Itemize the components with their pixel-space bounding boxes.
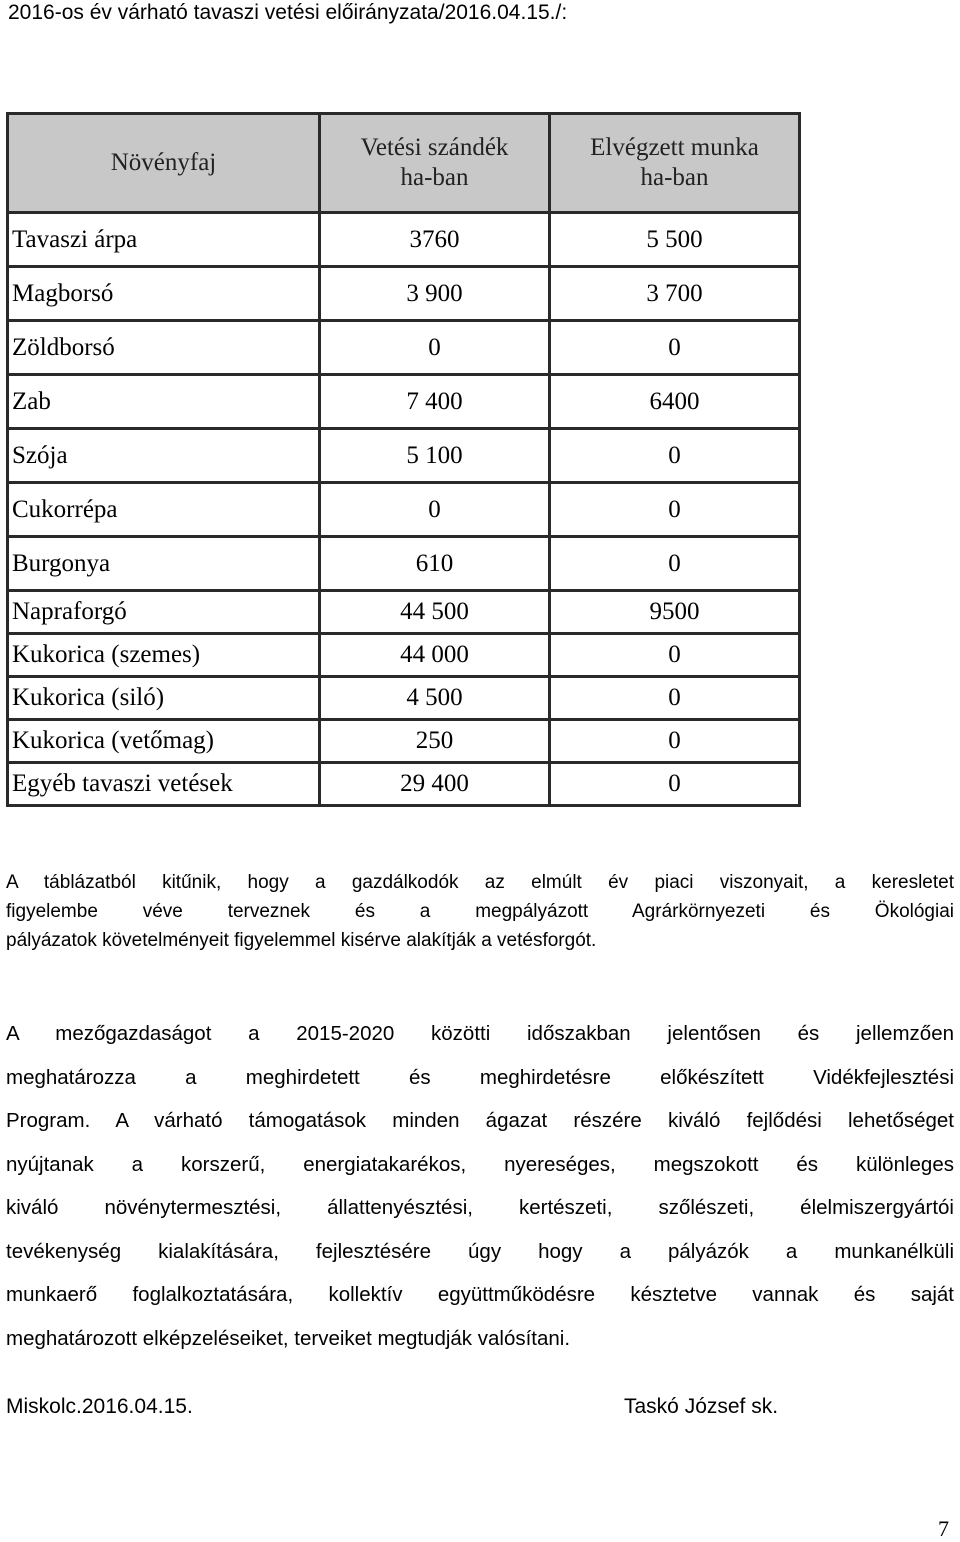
header-done-line2: ha-ban <box>640 164 709 191</box>
done-cell: 3 700 <box>550 267 800 321</box>
done-cell: 0 <box>550 537 800 591</box>
paragraph-line: kiváló növénytermesztési, állattenyésztési, kertészeti, szőlészeti, élelmiszergyártói <box>6 1196 954 1219</box>
crop-cell: Burgonya <box>8 537 320 591</box>
page-number: 7 <box>938 1516 949 1541</box>
planned-cell: 4 500 <box>320 677 550 720</box>
done-cell: 0 <box>550 429 800 483</box>
done-cell: 0 <box>550 321 800 375</box>
planned-cell: 7 400 <box>320 375 550 429</box>
table-row <box>8 375 800 429</box>
planned-cell: 610 <box>320 537 550 591</box>
planned-cell: 0 <box>320 483 550 537</box>
paragraph-line: nyújtanak a korszerű, energiatakarékos, nyereséges, megszokott és különleges <box>6 1152 954 1176</box>
sowing-plan-table <box>6 112 801 807</box>
done-cell: 0 <box>550 483 800 537</box>
page-heading: 2016-os év várható tavaszi vetési előirányzata/2016.04.15./: <box>8 1 568 24</box>
planned-cell: 3760 <box>320 213 550 267</box>
planned-cell: 250 <box>320 720 550 763</box>
crop-cell: Tavaszi árpa <box>8 213 320 267</box>
planned-cell: 3 900 <box>320 267 550 321</box>
paragraph-line: figyelembe véve terveznek és a megpályázott Agrárkörnyezeti és Ökológiai <box>6 901 954 922</box>
table-row <box>8 267 800 321</box>
header-planned-line1: Vetési szándék <box>360 134 509 161</box>
crop-cell: Kukorica (siló) <box>8 677 320 720</box>
planned-cell: 0 <box>320 321 550 375</box>
paragraph-line: munkaerő foglalkoztatására, kollektív együttműködésre késztetve vannak és saját <box>6 1283 954 1306</box>
done-cell: 0 <box>550 720 800 763</box>
done-cell: 9500 <box>550 591 800 634</box>
crop-cell: Kukorica (vetőmag) <box>8 720 320 763</box>
table-row <box>8 429 800 483</box>
crop-cell: Egyéb tavaszi vetések <box>8 763 320 806</box>
table-row <box>8 763 800 806</box>
paragraph-line: Program. A várható támogatások minden ágazat részére kiváló fejlődési lehetőséget <box>6 1109 954 1132</box>
paragraph-line: tevékenység kialakítására, fejlesztésére úgy hogy a pályázók a munkanélküli <box>6 1239 954 1263</box>
table-row <box>8 634 800 677</box>
paragraph-line: pályázatok követelményeit figyelemmel kisérve alakítják a vetésforgót. <box>6 930 597 951</box>
planned-cell: 44 000 <box>320 634 550 677</box>
table-row <box>8 321 800 375</box>
header-crop-label: Növényfaj <box>110 149 217 176</box>
paragraph-line: A táblázatból kitűnik, hogy a gazdálkodók az elmúlt év piaci viszonyait, a keresletet <box>6 872 954 893</box>
signature: Taskó József sk. <box>624 1395 779 1418</box>
crop-cell: Magborsó <box>8 267 320 321</box>
table-header-row <box>8 114 800 213</box>
done-cell: 0 <box>550 763 800 806</box>
crop-cell: Cukorrépa <box>8 483 320 537</box>
paragraph-line: A mezőgazdaságot a 2015-2020 közötti időszakban jelentősen és jellemzően <box>6 1022 954 1045</box>
table-row <box>8 537 800 591</box>
table-row <box>8 677 800 720</box>
crop-cell: Szója <box>8 429 320 483</box>
done-cell: 0 <box>550 677 800 720</box>
crop-cell: Zab <box>8 375 320 429</box>
done-cell: 0 <box>550 634 800 677</box>
crop-cell: Kukorica (szemes) <box>8 634 320 677</box>
paragraph-line: meghatározza a meghirdetett és meghirdetésre előkészített Vidékfejlesztési <box>6 1065 954 1089</box>
crop-cell: Zöldborsó <box>8 321 320 375</box>
header-done-line1: Elvégzett munka <box>590 134 759 161</box>
place-date: Miskolc.2016.04.15. <box>6 1395 193 1418</box>
planned-cell: 44 500 <box>320 591 550 634</box>
header-planned-line2: ha-ban <box>400 164 469 191</box>
table-row <box>8 720 800 763</box>
summary-paragraph <box>6 868 954 955</box>
header-done <box>550 114 800 213</box>
table-row <box>8 591 800 634</box>
done-cell: 5 500 <box>550 213 800 267</box>
crop-cell: Napraforgó <box>8 591 320 634</box>
table-row <box>8 483 800 537</box>
done-cell: 6400 <box>550 375 800 429</box>
header-planned <box>320 114 550 213</box>
table-row <box>8 213 800 267</box>
planned-cell: 5 100 <box>320 429 550 483</box>
planned-cell: 29 400 <box>320 763 550 806</box>
paragraph-line: meghatározott elképzeléseiket, terveiket megtudják valósítani. <box>6 1326 571 1350</box>
header-crop <box>8 114 320 213</box>
program-paragraph <box>6 1012 954 1360</box>
